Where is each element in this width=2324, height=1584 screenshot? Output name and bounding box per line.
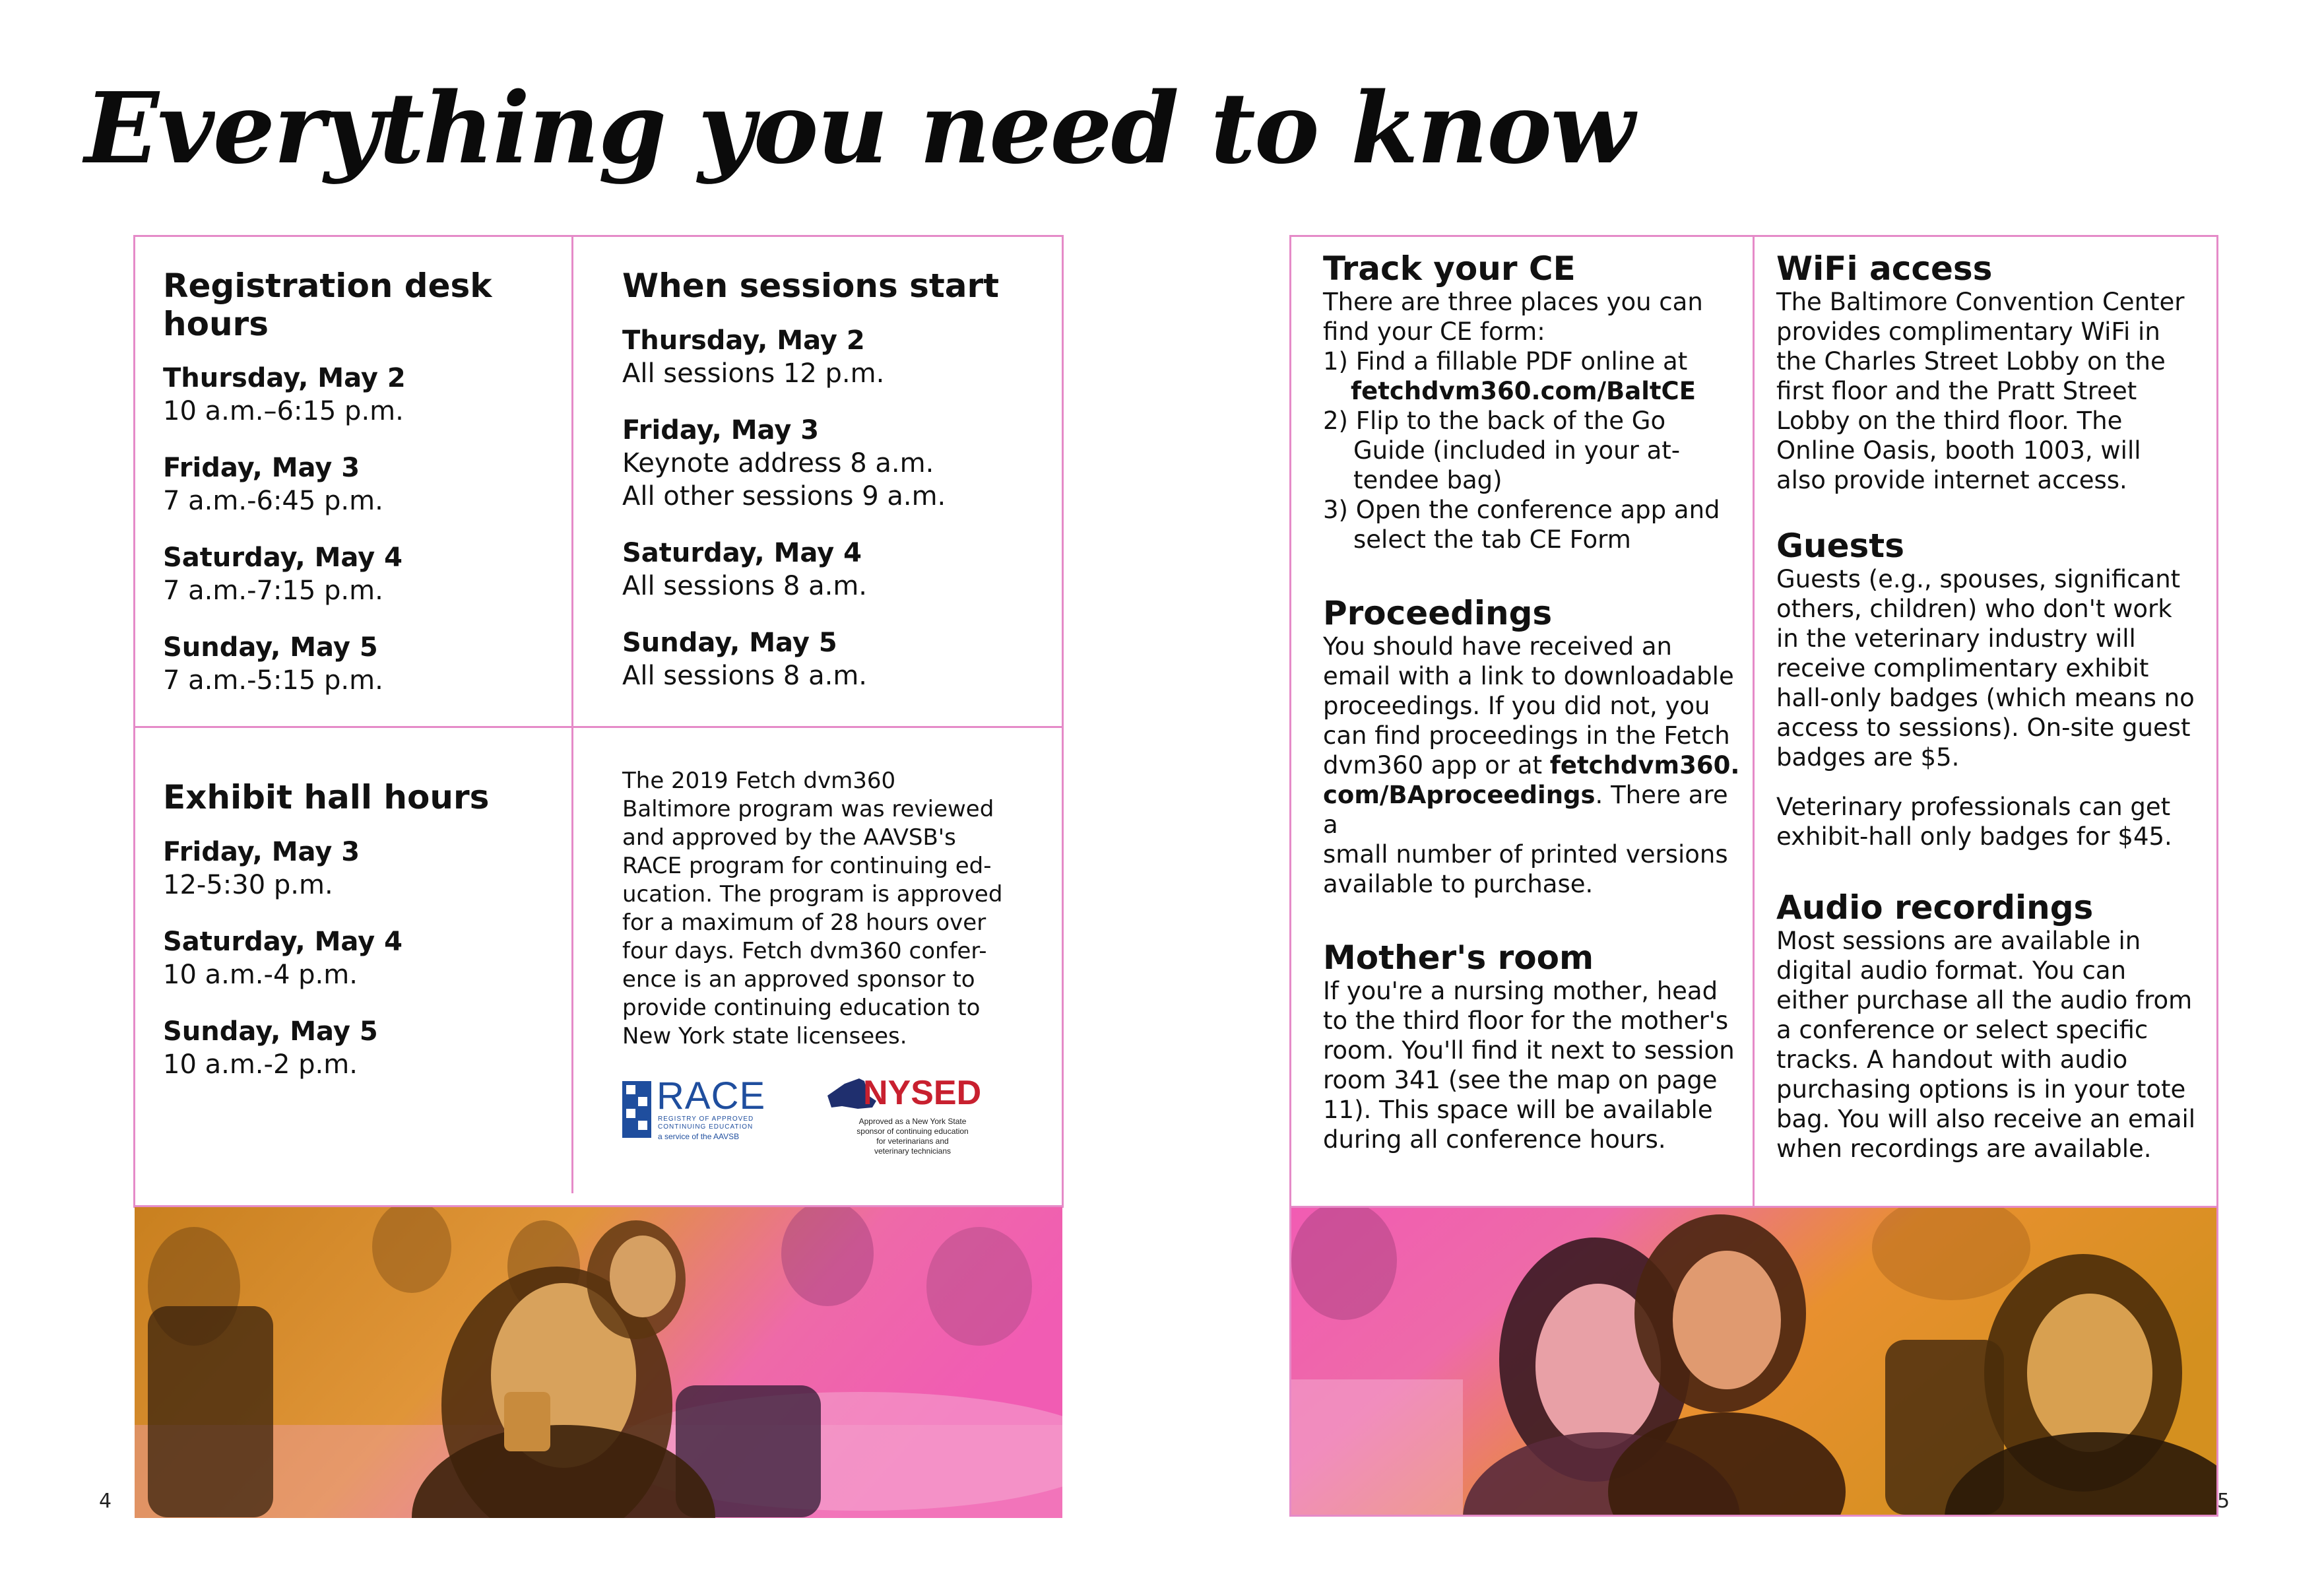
registration-day: Sunday, May 5 (163, 632, 378, 663)
nysed-caption-line: Approved as a New York State (858, 1117, 967, 1126)
audio-text: a conference or select specific (1776, 1016, 2148, 1044)
sessions-start-section (622, 267, 1051, 692)
approval-line: for a maximum of 28 hours over (622, 909, 986, 936)
right-vertical-divider (1753, 235, 1755, 1208)
page-number-left: 4 (99, 1490, 112, 1513)
approval-line: ence is an approved sponsor to (622, 966, 975, 993)
approval-line: provide continuing education to (622, 995, 981, 1021)
registration-hours: 10 a.m.–6:15 p.m. (163, 396, 404, 426)
nysed-logo-name: NYSED (863, 1074, 982, 1112)
guests-title: Guests (1776, 527, 1904, 565)
proceedings-text-line (1323, 750, 1745, 780)
race-logo-sub: CONTINUING EDUCATION (658, 1123, 754, 1131)
approval-line: four days. Fetch dvm360 confer- (622, 938, 987, 964)
approval-line: New York state licensees. (622, 1023, 907, 1049)
nysed-caption-line: sponsor of continuing education (856, 1127, 969, 1136)
proceedings-link[interactable]: fetchdvm360. (1549, 751, 1740, 779)
track-ce-link[interactable]: fetchdvm360.com/BaltCE (1351, 377, 1696, 405)
guests-text: others, children) who don't work (1776, 595, 2172, 623)
track-ce-text: select the tab CE Form (1353, 525, 1631, 554)
mothers-room-text: to the third floor for the mother's (1323, 1006, 1729, 1035)
guests-text: Guests (e.g., spouses, significant (1776, 565, 2181, 593)
page-number-right: 5 (2217, 1490, 2230, 1513)
mothers-room-text: room. You'll find it next to session (1323, 1036, 1735, 1065)
registration-hours: 7 a.m.-7:15 p.m. (163, 576, 383, 606)
sessions-time: All sessions 8 a.m. (622, 660, 867, 691)
registration-day: Friday, May 3 (163, 453, 360, 483)
audio-text: digital audio format. You can (1776, 956, 2127, 985)
race-logo (622, 1074, 787, 1148)
track-ce-title: Track your CE (1323, 249, 1576, 288)
track-ce-text: tendee bag) (1353, 466, 1502, 494)
nysed-logo (825, 1076, 996, 1168)
sessions-day: Friday, May 3 (622, 414, 820, 446)
proceedings-title: Proceedings (1323, 594, 1553, 632)
audio-text: when recordings are available. (1776, 1135, 2152, 1163)
registration-day: Saturday, May 4 (163, 543, 403, 573)
audio-text: purchasing options is in your tote (1776, 1075, 2186, 1104)
right-column-left (1323, 251, 1745, 1154)
sessions-day: Saturday, May 4 (622, 537, 862, 568)
wifi-text: first floor and the Pratt Street (1776, 377, 2137, 405)
guests-text: receive complimentary exhibit (1776, 654, 2149, 682)
nysed-caption-line: veterinary technicians (874, 1146, 952, 1156)
proceedings-text: small number of printed versions (1323, 840, 1728, 869)
guests-text: in the veterinary industry will (1776, 624, 2136, 653)
mothers-room-text: 11). This space will be available (1323, 1096, 1713, 1124)
track-ce-text: There are three places you can (1323, 288, 1703, 316)
sessions-day: Sunday, May 5 (622, 627, 837, 658)
wifi-text: also provide internet access. (1776, 466, 2127, 494)
mothers-room-text: during all conference hours. (1323, 1125, 1666, 1154)
track-ce-text: 3) Open the conference app and (1323, 496, 1720, 524)
wifi-title: WiFi access (1776, 249, 1993, 288)
registration-day: Thursday, May 2 (163, 363, 406, 393)
exhibit-hours: 10 a.m.-2 p.m. (163, 1049, 358, 1080)
wifi-text: provides complimentary WiFi in (1776, 317, 2160, 346)
mothers-room-title: Mother's room (1323, 939, 1594, 977)
sessions-title: When sessions start (622, 267, 1000, 305)
approval-line: ucation. The program is approved (622, 881, 1003, 908)
page-headline: Everything you need to know (84, 71, 1634, 185)
race-logo-sub: a service of the AAVSB (658, 1132, 740, 1141)
track-ce-text: find your CE form: (1323, 317, 1545, 346)
exhibit-hours: 10 a.m.-4 p.m. (163, 959, 358, 990)
proceedings-text: proceedings. If you did not, you (1323, 692, 1710, 720)
wifi-text: Online Oasis, booth 1003, will (1776, 436, 2141, 465)
left-vertical-divider (571, 235, 573, 1193)
track-ce-text: Guide (included in your at- (1353, 436, 1681, 465)
approval-line: and approved by the AAVSB's (622, 824, 956, 851)
sessions-time: All other sessions 9 a.m. (622, 480, 946, 512)
track-ce-text: 2) Flip to the back of the Go (1323, 407, 1666, 435)
proceedings-text: . There are a (1323, 781, 1728, 839)
proceedings-text: You should have received an (1323, 632, 1673, 661)
audio-text: tracks. A handout with audio (1776, 1045, 2128, 1074)
proceedings-text-line (1323, 780, 1745, 840)
sessions-time: All sessions 12 p.m. (622, 358, 885, 389)
guests-text: access to sessions). On-site guest (1776, 713, 2191, 742)
exhibit-day: Friday, May 3 (163, 836, 360, 867)
registration-title: Registration desk hours (163, 267, 492, 343)
guests-text: exhibit-hall only badges for $45. (1776, 822, 2172, 851)
proceedings-link[interactable]: com/BAproceedings (1323, 781, 1596, 809)
sessions-time: Keynote address 8 a.m. (622, 447, 934, 478)
registration-desk-section (163, 267, 559, 697)
attendees-photo-left (135, 1207, 1062, 1518)
proceedings-text: email with a link to downloadable (1323, 662, 1734, 690)
wifi-text: the Charles Street Lobby on the (1776, 347, 2166, 376)
nysed-caption-line: for veterinarians and (876, 1137, 949, 1146)
audio-text: Most sessions are available in (1776, 927, 2141, 955)
approval-line: The 2019 Fetch dvm360 (622, 768, 896, 794)
track-ce-text: 1) Find a fillable PDF online at (1323, 347, 1688, 376)
exhibit-hall-section (163, 779, 559, 1081)
sessions-time: All sessions 8 a.m. (622, 570, 867, 601)
approval-line: RACE program for continuing ed- (622, 853, 992, 879)
registration-hours: 7 a.m.-5:15 p.m. (163, 665, 383, 696)
proceedings-text: can find proceedings in the Fetch (1323, 721, 1730, 750)
registration-hours: 7 a.m.-6:45 p.m. (163, 486, 383, 516)
race-logo-name: RACE (657, 1074, 766, 1117)
wifi-text: The Baltimore Convention Center (1776, 288, 2185, 316)
guests-text: hall-only badges (which means no (1776, 684, 2195, 712)
audio-text: either purchase all the audio from (1776, 986, 2193, 1014)
mothers-room-text: If you're a nursing mother, head (1323, 977, 1718, 1005)
guests-text: badges are $5. (1776, 743, 1960, 772)
exhibit-title: Exhibit hall hours (163, 778, 490, 816)
sessions-day: Thursday, May 2 (622, 325, 865, 356)
attendees-photo-right (1291, 1208, 2216, 1515)
exhibit-hours: 12-5:30 p.m. (163, 869, 333, 900)
audio-text: bag. You will also receive an email (1776, 1105, 2196, 1133)
wifi-text: Lobby on the third floor. The (1776, 407, 2123, 435)
proceedings-text: dvm360 app or at (1323, 751, 1550, 779)
approval-line: Baltimore program was reviewed (622, 796, 994, 822)
right-column-right (1776, 251, 2212, 1164)
exhibit-day: Saturday, May 4 (163, 926, 403, 957)
left-horizontal-divider (133, 726, 1064, 728)
guests-text: Veterinary professionals can get (1776, 793, 2171, 821)
approval-statement (622, 767, 1045, 1051)
mothers-room-text: room 341 (see the map on page (1323, 1066, 1718, 1094)
exhibit-day: Sunday, May 5 (163, 1016, 378, 1047)
proceedings-text: available to purchase. (1323, 870, 1594, 898)
nysed-caption (830, 1117, 995, 1156)
audio-title: Audio recordings (1776, 888, 2094, 927)
race-logo-sub: REGISTRY OF APPROVED (658, 1115, 754, 1123)
